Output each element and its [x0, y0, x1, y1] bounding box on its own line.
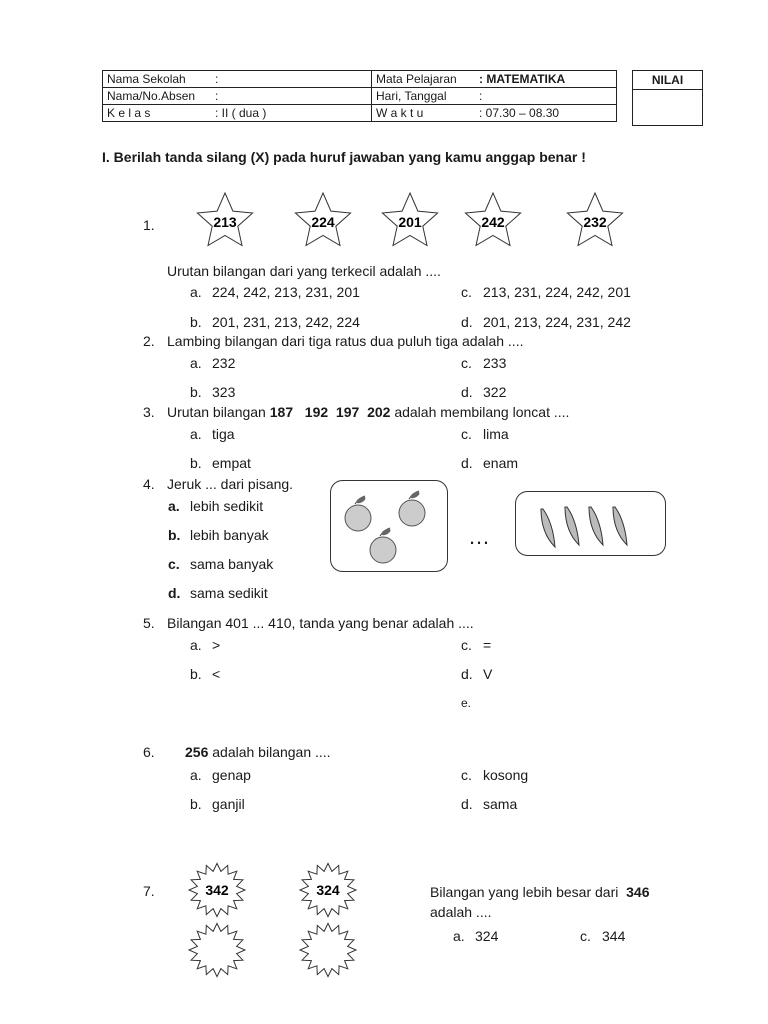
q6-option-a[interactable]: a. genap [190, 767, 251, 783]
q5-option-d[interactable]: d. V [461, 666, 493, 682]
q2-option-d[interactable]: d. 322 [461, 384, 507, 400]
burst-4 [300, 923, 356, 976]
burst-2 [300, 863, 356, 916]
header-table [102, 70, 617, 122]
q2-option-a[interactable]: a. 232 [190, 355, 236, 371]
oranges-box [330, 480, 448, 572]
q7-bursts [180, 858, 370, 980]
q4-number: 4. [143, 476, 155, 492]
q1-option-a[interactable]: a. 224, 242, 213, 231, 201 [190, 284, 360, 300]
q6-option-c[interactable]: c. kosong [461, 767, 529, 783]
nilai-label: NILAI [633, 71, 702, 90]
q4-question: Jeruk ... dari pisang. [167, 476, 294, 492]
star-label: 242 [481, 214, 505, 230]
q7-option-c[interactable]: c. 344 [580, 928, 626, 944]
star-3 [382, 193, 437, 246]
q1-option-c[interactable]: c. 213, 231, 224, 242, 201 [461, 284, 631, 300]
q6-number: 6. [143, 744, 155, 760]
star-5 [567, 193, 622, 246]
mapel-label: Mata Pelajaran [372, 71, 476, 88]
q6-option-b[interactable]: b. ganjil [190, 796, 245, 812]
q3-question: Urutan bilangan 187 192 197 202 adalah membilang loncat .... [167, 404, 570, 420]
kelas-label: K e l a s [103, 105, 212, 122]
star-2 [295, 193, 350, 246]
q2-question: Lambing bilangan dari tiga ratus dua puluh tiga adalah .... [167, 333, 524, 349]
q3-number: 3. [143, 404, 155, 420]
q4-option-c[interactable]: c. sama banyak [168, 556, 274, 572]
nama-absen-value: : [211, 88, 372, 105]
q3-option-a[interactable]: a. tiga [190, 426, 235, 442]
q4-ellipsis: … [468, 524, 490, 549]
star-4 [465, 193, 520, 246]
q7-question-line2: adalah .... [430, 904, 492, 920]
q2-option-c[interactable]: c. 233 [461, 355, 507, 371]
q3-option-b[interactable]: b. empat [190, 455, 251, 471]
q1-stars [180, 190, 640, 250]
q5-option-a[interactable]: a. > [190, 637, 221, 653]
q6-bold-number: 256 [185, 744, 209, 760]
q1-question: Urutan bilangan dari yang terkecil adalah .... [167, 263, 441, 279]
q3-num-4: 202 [367, 404, 391, 420]
star-label: 232 [583, 214, 607, 230]
q5-option-e[interactable]: e. [461, 696, 472, 710]
bananas-box [515, 491, 667, 557]
q4-option-a[interactable]: a. lebih sedikit [168, 498, 264, 514]
q1-number: 1. [143, 217, 155, 233]
burst-label: 324 [316, 882, 340, 898]
star-1 [197, 193, 252, 246]
q7-option-a[interactable]: a. 324 [453, 928, 499, 944]
nama-absen-label: Nama/No.Absen [103, 88, 212, 105]
q5-option-c[interactable]: c. = [461, 637, 492, 653]
q3-num-2: 192 [304, 404, 329, 420]
q6-question: 256 adalah bilangan .... [185, 744, 331, 760]
q5-question: Bilangan 401 ... 410, tanda yang benar adalah .... [167, 615, 474, 631]
burst-3 [189, 923, 245, 976]
q3-num-1: 187 [269, 404, 294, 420]
nama-sekolah-value: : [211, 71, 372, 88]
q7-bold-number: 346 [626, 884, 650, 900]
waktu-value: : 07.30 – 08.30 [475, 105, 617, 122]
instruction: I. Berilah tanda silang (X) pada huruf jawaban yang kamu anggap benar ! [102, 149, 586, 165]
q2-number: 2. [143, 333, 155, 349]
q7-question-line1: Bilangan yang lebih besar dari 346 [430, 884, 650, 900]
q5-number: 5. [143, 615, 155, 631]
burst-label: 342 [205, 882, 229, 898]
burst-1 [189, 863, 245, 916]
q4-option-b[interactable]: b. lebih banyak [168, 527, 269, 543]
star-label: 201 [398, 214, 422, 230]
q1-option-d[interactable]: d. 201, 213, 224, 231, 242 [461, 314, 631, 330]
q1-option-b[interactable]: b. 201, 231, 213, 242, 224 [190, 314, 360, 330]
q3-option-d[interactable]: d. enam [461, 455, 519, 471]
hari-label: Hari, Tanggal [372, 88, 476, 105]
nama-sekolah-label: Nama Sekolah [103, 71, 212, 88]
q7-number: 7. [143, 883, 155, 899]
q4-option-d[interactable]: d. sama sedikit [168, 585, 268, 601]
q6-option-d[interactable]: d. sama [461, 796, 518, 812]
waktu-label: W a k t u [372, 105, 476, 122]
q5-option-b[interactable]: b. < [190, 666, 221, 682]
star-label: 213 [213, 214, 237, 230]
kelas-value: : II ( dua ) [211, 105, 372, 122]
q3-num-3: 197 [335, 404, 360, 420]
q3-option-c[interactable]: c. lima [461, 426, 509, 442]
star-label: 224 [311, 214, 335, 230]
mapel-value: : MATEMATIKA [475, 71, 617, 88]
nilai-box [632, 70, 703, 126]
hari-value: : [475, 88, 617, 105]
q2-option-b[interactable]: b. 323 [190, 384, 236, 400]
